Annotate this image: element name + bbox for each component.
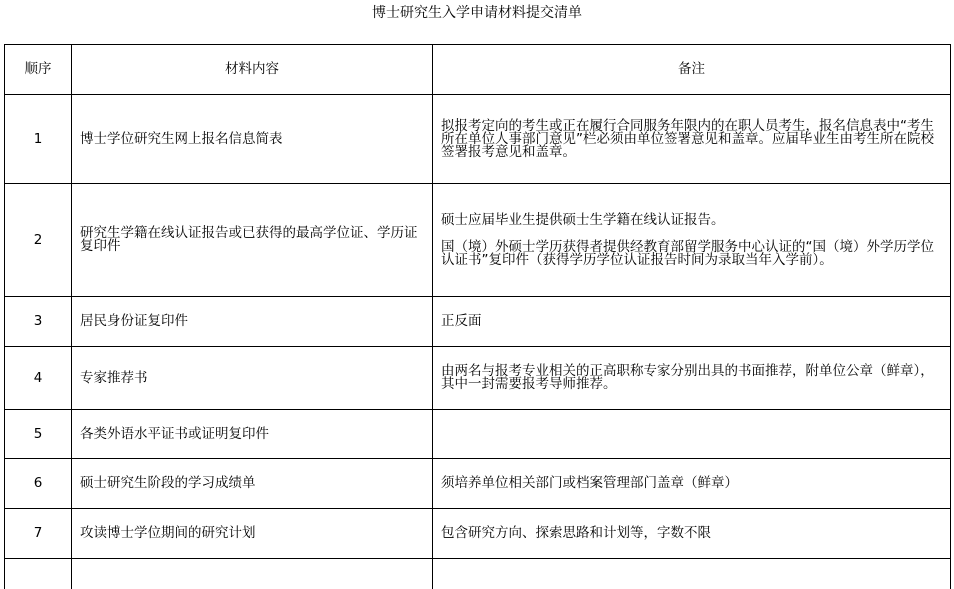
material-note — [433, 459, 951, 509]
material-note — [433, 95, 951, 184]
table-row — [5, 509, 951, 559]
note-text: 硕士应届毕业生提供硕士生学籍在线认证报告。 — [441, 211, 725, 228]
material-content: 硕士研究生阶段的学习成绩单 — [72, 459, 433, 509]
header-notes: 备注 — [433, 45, 951, 95]
note-text: 拟报考定向的考生或正在履行合同服务年限内的在职人员考生，报名信息表中“考生所在单位人事部门意见”栏必须由单位签署意见和盖章。应届毕业生由考生所在院校签署报考意见和盖章。 — [441, 117, 934, 160]
header-order: 顺序 — [5, 45, 72, 95]
table-row — [5, 459, 951, 509]
table-row — [5, 559, 951, 589]
row-number: 3 — [5, 297, 72, 347]
material-note — [433, 297, 951, 347]
material-note — [433, 559, 951, 589]
material-content: 博士学位研究生网上报名信息简表 — [72, 95, 433, 184]
row-number: 6 — [5, 459, 72, 509]
material-content: 居民身份证复印件 — [72, 297, 433, 347]
material-note — [433, 347, 951, 410]
material-content: 研究生学籍在线认证报告或已获得的最高学位证、学历证复印件 — [72, 184, 433, 297]
note-text: 正反面 — [441, 313, 482, 329]
material-content: 攻读博士学位期间的研究计划 — [72, 509, 433, 559]
material-note — [433, 184, 951, 297]
material-note — [433, 509, 951, 559]
header-content: 材料内容 — [72, 45, 433, 95]
material-content — [72, 559, 433, 589]
material-content: 各类外语水平证书或证明复印件 — [72, 410, 433, 459]
row-number: 1 — [5, 95, 72, 184]
note-text: 包含研究方向、探索思路和计划等，字数不限 — [441, 525, 711, 541]
row-number: 4 — [5, 347, 72, 410]
materials-table — [4, 44, 951, 589]
note-text: 由两名与报考专业相关的正高职称专家分别出具的书面推荐，附单位公章（鲜章），其中一封需要报考导师推荐。 — [441, 363, 934, 392]
row-number: 7 — [5, 509, 72, 559]
material-content: 专家推荐书 — [72, 347, 433, 410]
material-note — [433, 410, 951, 459]
note-text: 须培养单位相关部门或档案管理部门盖章（鲜章） — [441, 475, 738, 491]
document-title: 博士研究生入学申请材料提交清单 — [372, 5, 582, 21]
row-number: 2 — [5, 184, 72, 297]
table-row — [5, 184, 951, 297]
row-number: 5 — [5, 410, 72, 459]
table-row — [5, 95, 951, 184]
table-row — [5, 410, 951, 459]
row-number — [5, 559, 72, 589]
table-header-row — [5, 45, 951, 95]
table-row — [5, 347, 951, 410]
table-row — [5, 297, 951, 347]
note-text: 国（境）外硕士学历获得者提供经教育部留学服务中心认证的“国（境）外学历学位认证书”复印件（获得学历学位认证报告时间为录取当年入学前）。 — [441, 238, 934, 268]
